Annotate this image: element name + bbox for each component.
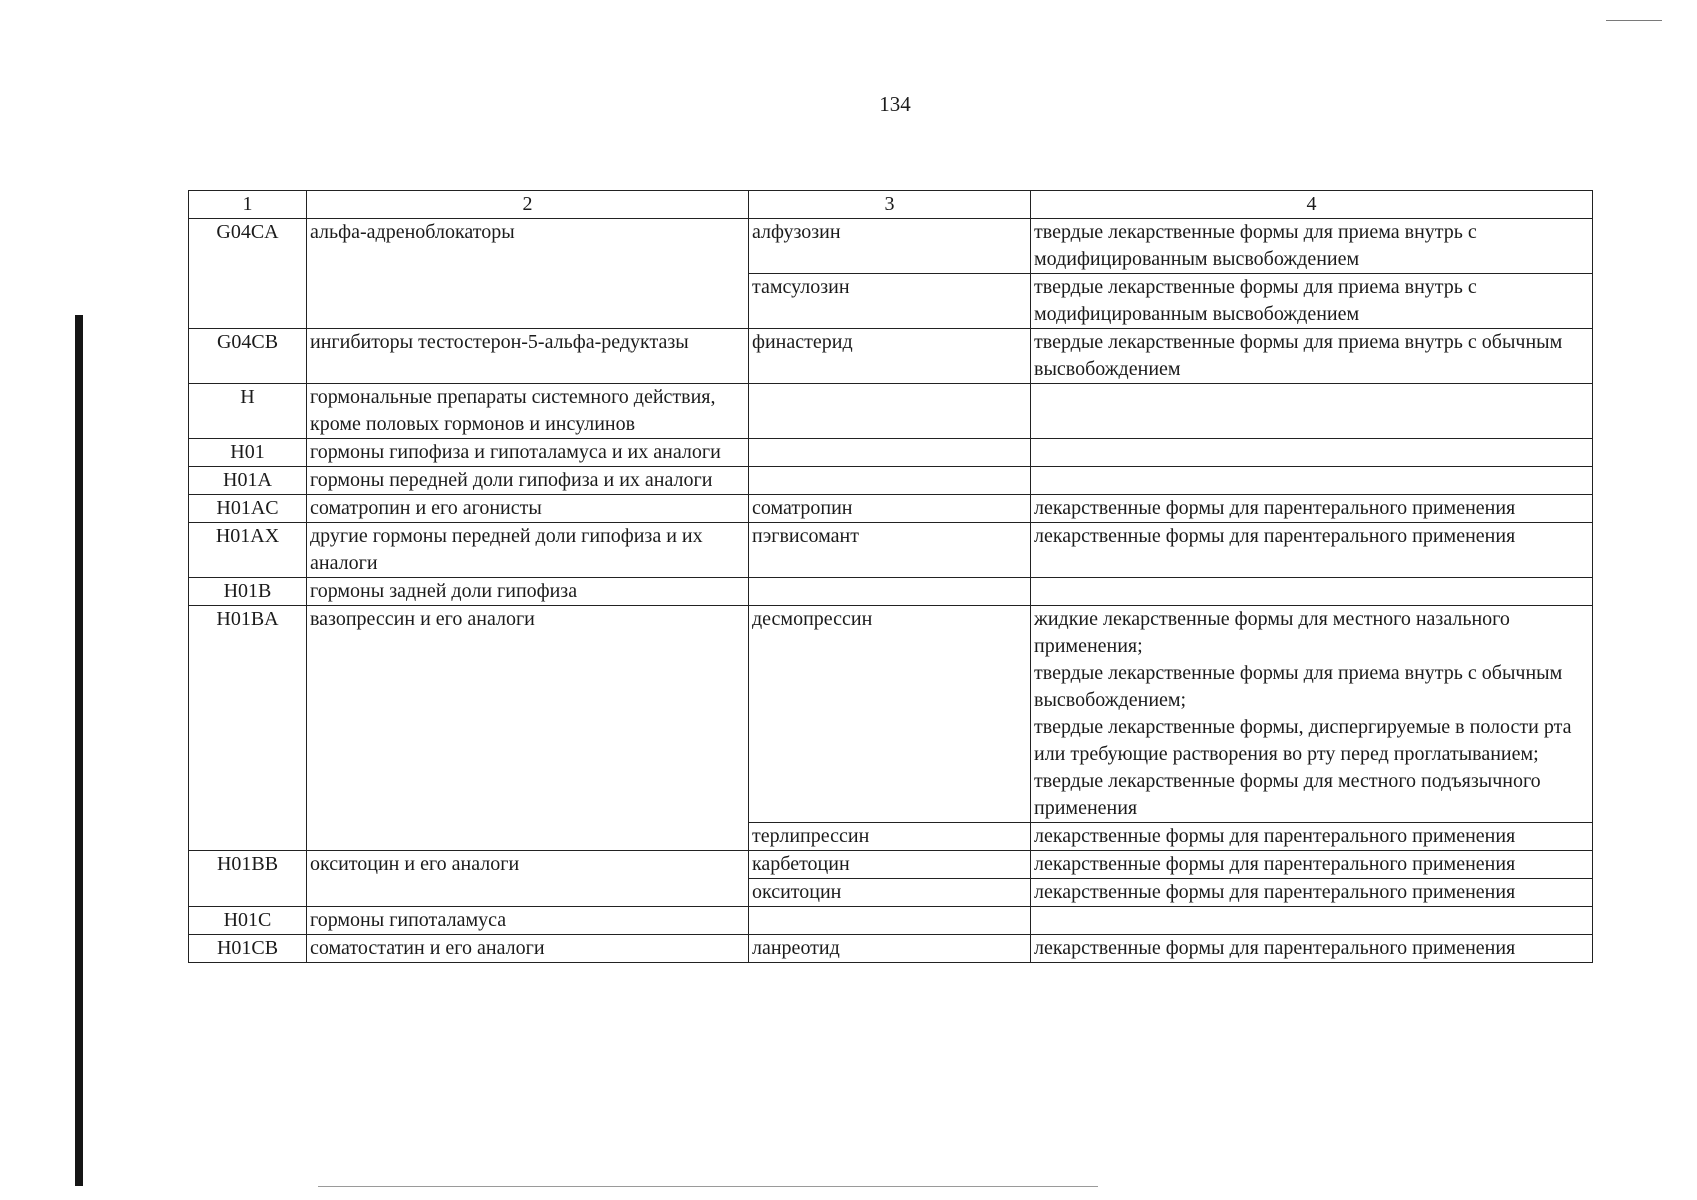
- dosage-forms-cell: [1031, 935, 1593, 963]
- dosage-form-text: твердые лекарственные формы для приема внутрь с обычным высвобождением;: [1034, 662, 1563, 711]
- dosage-form-text: лекарственные формы для парентерального применения: [1034, 853, 1516, 875]
- atc-code-cell: H01BB: [189, 851, 307, 907]
- dosage-form-text: лекарственные формы для парентерального применения: [1034, 825, 1516, 847]
- dosage-forms-cell: [1031, 851, 1593, 879]
- dosage-form-text: твердые лекарственные формы для приема внутрь с обычным высвобождением: [1034, 331, 1563, 380]
- anatomical-group-cell: другие гормоны передней доли гипофиза и их аналоги: [307, 523, 749, 578]
- drug-name-cell: [749, 907, 1031, 935]
- drug-name-cell: тамсулозин: [749, 274, 1031, 329]
- drug-name-cell: [749, 467, 1031, 495]
- dosage-form-text: твердые лекарственные формы для приема внутрь с модифицированным высвобождением: [1034, 221, 1477, 270]
- medication-table: [188, 190, 1593, 963]
- scan-artifact-line: [1606, 20, 1662, 21]
- anatomical-group-cell: соматостатин и его аналоги: [307, 935, 749, 963]
- dosage-forms-cell: [1031, 578, 1593, 606]
- table-row: [189, 467, 1593, 495]
- drug-name-cell: ланреотид: [749, 935, 1031, 963]
- table-row: [189, 935, 1593, 963]
- drug-name-cell: соматропин: [749, 495, 1031, 523]
- dosage-forms-cell: [1031, 467, 1593, 495]
- table-body: [189, 219, 1593, 963]
- table-row: [189, 384, 1593, 439]
- dosage-forms-cell: [1031, 274, 1593, 329]
- drug-name-cell: финастерид: [749, 329, 1031, 384]
- atc-code-cell: H01: [189, 439, 307, 467]
- drug-name-cell: десмопрессин: [749, 606, 1031, 823]
- atc-code-cell: H01A: [189, 467, 307, 495]
- dosage-forms-cell: [1031, 907, 1593, 935]
- dosage-form-text: лекарственные формы для парентерального применения: [1034, 497, 1516, 519]
- drug-name-cell: алфузозин: [749, 219, 1031, 274]
- anatomical-group-cell: гормональные препараты системного действия, кроме половых гормонов и инсулинов: [307, 384, 749, 439]
- dosage-forms-cell: [1031, 329, 1593, 384]
- atc-code-cell: H01CB: [189, 935, 307, 963]
- anatomical-group-cell: окситоцин и его аналоги: [307, 851, 749, 907]
- atc-code-cell: H01C: [189, 907, 307, 935]
- atc-code-cell: H01AC: [189, 495, 307, 523]
- table-row: [189, 851, 1593, 879]
- anatomical-group-cell: гормоны задней доли гипофиза: [307, 578, 749, 606]
- header-row: [189, 191, 1593, 219]
- drug-name-cell: пэгвисомант: [749, 523, 1031, 578]
- drug-name-cell: [749, 384, 1031, 439]
- dosage-forms-cell: [1031, 879, 1593, 907]
- atc-code-cell: H01B: [189, 578, 307, 606]
- page-number: 134: [879, 92, 911, 116]
- table-row: [189, 578, 1593, 606]
- column-header-1: 1: [189, 191, 307, 219]
- dosage-form-text: лекарственные формы для парентерального применения: [1034, 937, 1516, 959]
- dosage-form-text: лекарственные формы для парентерального применения: [1034, 881, 1516, 903]
- dosage-forms-cell: [1031, 219, 1593, 274]
- table-row: [189, 495, 1593, 523]
- dosage-forms-cell: [1031, 606, 1593, 823]
- table-row: [189, 523, 1593, 578]
- table-row: [189, 606, 1593, 823]
- atc-code-cell: H01BA: [189, 606, 307, 851]
- dosage-forms-cell: [1031, 823, 1593, 851]
- dosage-form-text: твердые лекарственные формы для местного подъязычного применения: [1034, 770, 1541, 819]
- dosage-form-text: жидкие лекарственные формы для местного назального применения;: [1034, 608, 1510, 657]
- dosage-forms-cell: [1031, 523, 1593, 578]
- anatomical-group-cell: вазопрессин и его аналоги: [307, 606, 749, 851]
- column-header-4: 4: [1031, 191, 1593, 219]
- dosage-forms-cell: [1031, 439, 1593, 467]
- dosage-form-text: твердые лекарственные формы, диспергируемые в полости рта или требующие растворения во рту перед проглатыванием;: [1034, 716, 1572, 765]
- anatomical-group-cell: ингибиторы тестостерон-5-альфа-редуктазы: [307, 329, 749, 384]
- anatomical-group-cell: гормоны гипофиза и гипоталамуса и их аналоги: [307, 439, 749, 467]
- dosage-forms-cell: [1031, 384, 1593, 439]
- drug-name-cell: карбетоцин: [749, 851, 1031, 879]
- table-row: [189, 329, 1593, 384]
- scan-artifact-line: [318, 1186, 1098, 1187]
- drug-name-cell: окситоцин: [749, 879, 1031, 907]
- atc-code-cell: G04CB: [189, 329, 307, 384]
- atc-code-cell: H01AX: [189, 523, 307, 578]
- dosage-forms-cell: [1031, 495, 1593, 523]
- atc-code-cell: H: [189, 384, 307, 439]
- anatomical-group-cell: альфа-адреноблокаторы: [307, 219, 749, 329]
- atc-code-cell: G04CA: [189, 219, 307, 329]
- table-row: [189, 439, 1593, 467]
- column-header-3: 3: [749, 191, 1031, 219]
- scan-artifact-bar: [75, 315, 83, 1186]
- drug-name-cell: терлипрессин: [749, 823, 1031, 851]
- table-row: [189, 907, 1593, 935]
- table-row: [189, 219, 1593, 274]
- anatomical-group-cell: гормоны передней доли гипофиза и их аналоги: [307, 467, 749, 495]
- drug-name-cell: [749, 439, 1031, 467]
- column-header-2: 2: [307, 191, 749, 219]
- anatomical-group-cell: гормоны гипоталамуса: [307, 907, 749, 935]
- anatomical-group-cell: соматропин и его агонисты: [307, 495, 749, 523]
- dosage-form-text: лекарственные формы для парентерального применения: [1034, 525, 1516, 547]
- drug-name-cell: [749, 578, 1031, 606]
- dosage-form-text: твердые лекарственные формы для приема внутрь с модифицированным высвобождением: [1034, 276, 1477, 325]
